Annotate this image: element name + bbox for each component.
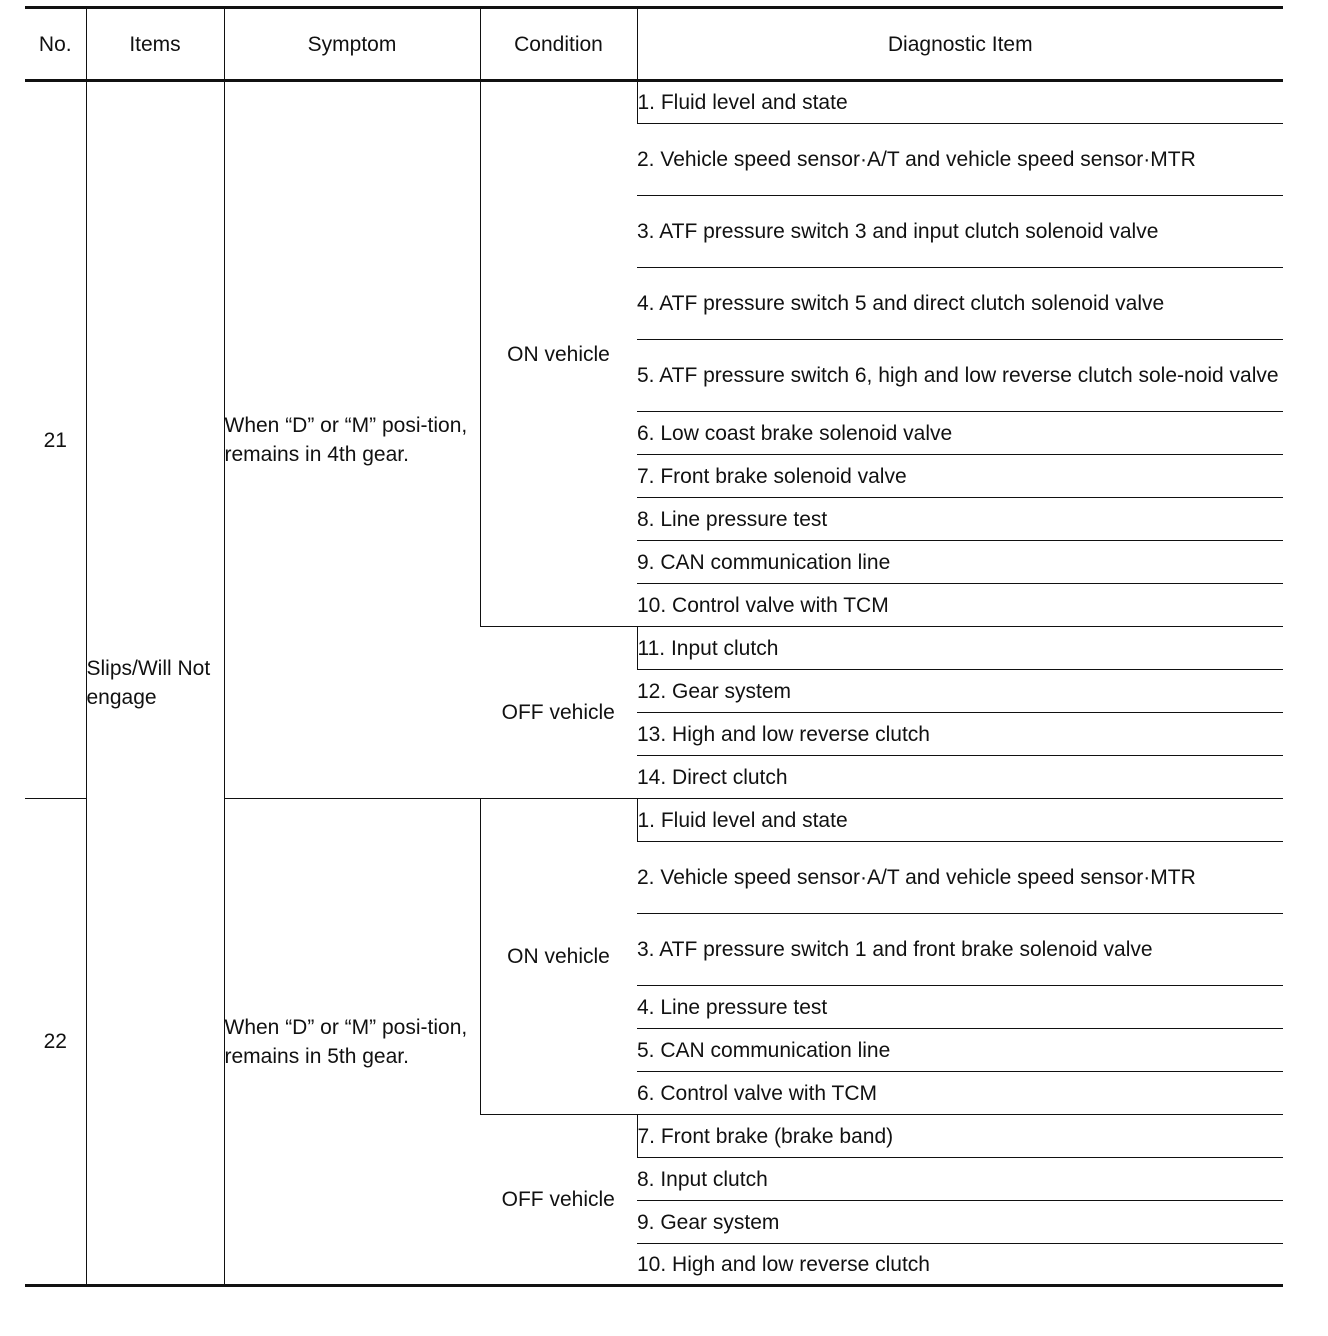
diagnostic-item: 10. Control valve with TCM [637, 584, 1283, 627]
diagnostic-item: 7. Front brake solenoid valve [637, 455, 1283, 498]
diagnostic-item: 9. CAN communication line [637, 541, 1283, 584]
items-cell: Slips/Will Not engage [86, 81, 224, 1286]
diagnostic-item: 3. ATF pressure switch 3 and input clutch solenoid valve [637, 196, 1283, 268]
header-symptom: Symptom [224, 8, 480, 81]
diagnostic-item: 4. ATF pressure switch 5 and direct clutch solenoid valve [637, 268, 1283, 340]
diagnostic-item: 4. Line pressure test [637, 986, 1283, 1029]
diagnostic-item: 6. Low coast brake solenoid valve [637, 412, 1283, 455]
header-row [25, 8, 1283, 81]
condition-cell: ON vehicle [480, 81, 637, 627]
condition-cell: ON vehicle [480, 799, 637, 1115]
header-no: No. [25, 8, 86, 81]
diagnostic-item: 5. CAN communication line [637, 1029, 1283, 1072]
diagnostic-item: 2. Vehicle speed sensor·A/T and vehicle speed sensor·MTR [637, 124, 1283, 196]
symptom-cell: When “D” or “M” posi-tion, remains in 4th gear. [224, 81, 480, 799]
diagnostic-item: 10. High and low reverse clutch [637, 1244, 1283, 1286]
condition-cell: OFF vehicle [480, 1115, 637, 1286]
diagnostic-item: 13. High and low reverse clutch [637, 713, 1283, 756]
symptom-cell: When “D” or “M” posi-tion, remains in 5th gear. [224, 799, 480, 1286]
row-number: 22 [25, 799, 86, 1286]
row-number: 21 [43, 428, 67, 452]
diagnostic-item: 1. Fluid level and state [637, 81, 1283, 124]
diagnostic-item: 3. ATF pressure switch 1 and front brake solenoid valve [637, 914, 1283, 986]
diagnostic-item: 11. Input clutch [637, 627, 1283, 670]
header-condition: Condition [480, 8, 637, 81]
diagnostic-item: 2. Vehicle speed sensor·A/T and vehicle speed sensor·MTR [637, 842, 1283, 914]
diagnostic-item: 9. Gear system [637, 1201, 1283, 1244]
diagnostic-item: 1. Fluid level and state [637, 799, 1283, 842]
diagnostic-item: 5. ATF pressure switch 6, high and low reverse clutch sole-noid valve [637, 340, 1283, 412]
table-row [25, 81, 1283, 124]
header-diagnostic-item: Diagnostic Item [637, 8, 1283, 81]
diagnostic-item: 8. Input clutch [637, 1158, 1283, 1201]
diagnostic-item: 7. Front brake (brake band) [637, 1115, 1283, 1158]
header-items: Items [86, 8, 224, 81]
diagnostic-item: 8. Line pressure test [637, 498, 1283, 541]
diagnostic-item: 12. Gear system [637, 670, 1283, 713]
diagnostic-item: 14. Direct clutch [637, 756, 1283, 799]
diagnostic-item: 6. Control valve with TCM [637, 1072, 1283, 1115]
condition-cell: OFF vehicle [480, 627, 637, 799]
diagnosis-table [25, 6, 1283, 1287]
